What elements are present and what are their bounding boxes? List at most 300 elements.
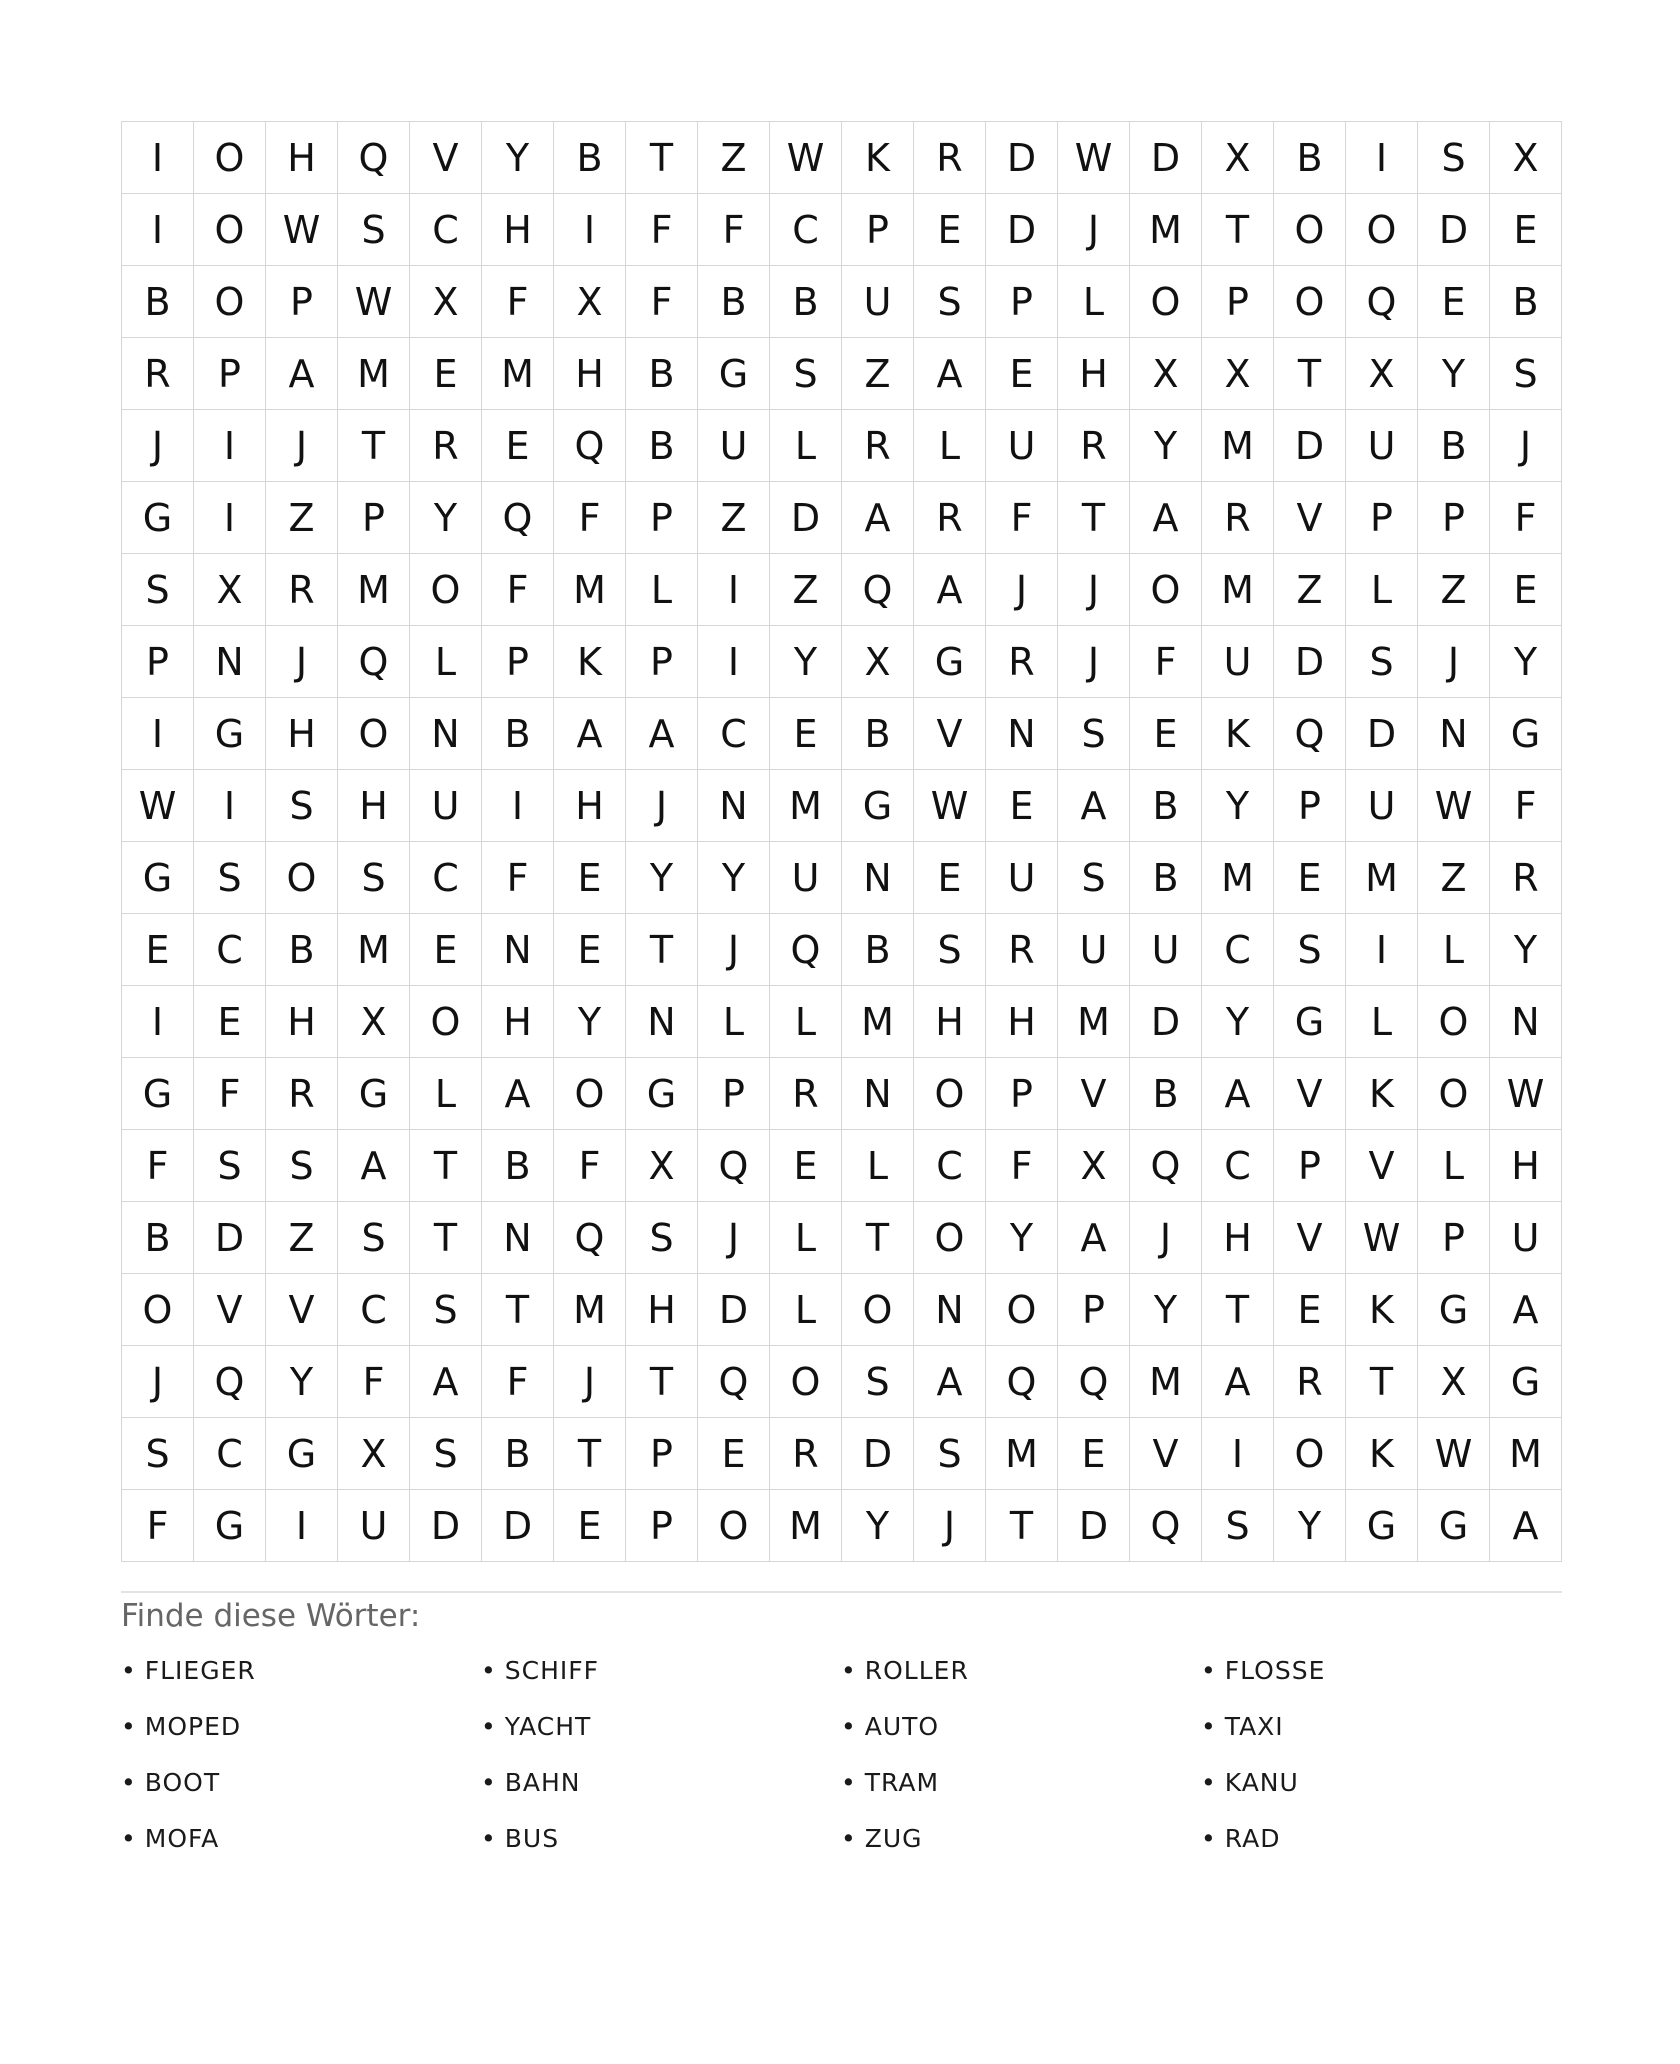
grid-cell[interactable]: M bbox=[554, 1274, 626, 1346]
grid-cell[interactable]: H bbox=[338, 770, 410, 842]
grid-cell[interactable]: F bbox=[122, 1130, 194, 1202]
grid-cell[interactable]: E bbox=[410, 338, 482, 410]
grid-cell[interactable]: Z bbox=[1418, 842, 1490, 914]
grid-cell[interactable]: U bbox=[338, 1490, 410, 1562]
grid-cell[interactable]: Y bbox=[1202, 986, 1274, 1058]
grid-cell[interactable]: E bbox=[770, 698, 842, 770]
grid-cell[interactable]: E bbox=[554, 842, 626, 914]
grid-cell[interactable]: F bbox=[338, 1346, 410, 1418]
grid-cell[interactable]: L bbox=[1418, 914, 1490, 986]
grid-cell[interactable]: A bbox=[1202, 1346, 1274, 1418]
grid-cell[interactable]: K bbox=[842, 122, 914, 194]
grid-cell[interactable]: S bbox=[914, 266, 986, 338]
grid-cell[interactable]: O bbox=[914, 1058, 986, 1130]
grid-cell[interactable]: S bbox=[1202, 1490, 1274, 1562]
grid-cell[interactable]: U bbox=[698, 410, 770, 482]
grid-cell[interactable]: H bbox=[914, 986, 986, 1058]
grid-cell[interactable]: T bbox=[626, 122, 698, 194]
grid-cell[interactable]: N bbox=[482, 914, 554, 986]
grid-cell[interactable]: N bbox=[410, 698, 482, 770]
grid-cell[interactable]: O bbox=[1130, 266, 1202, 338]
grid-cell[interactable]: C bbox=[914, 1130, 986, 1202]
grid-cell[interactable]: R bbox=[914, 482, 986, 554]
grid-cell[interactable]: F bbox=[1130, 626, 1202, 698]
grid-cell[interactable]: B bbox=[626, 338, 698, 410]
grid-cell[interactable]: F bbox=[482, 1346, 554, 1418]
grid-cell[interactable]: L bbox=[842, 1130, 914, 1202]
grid-cell[interactable]: E bbox=[914, 842, 986, 914]
grid-cell[interactable]: H bbox=[1058, 338, 1130, 410]
grid-cell[interactable]: B bbox=[482, 1130, 554, 1202]
grid-cell[interactable]: G bbox=[122, 1058, 194, 1130]
grid-cell[interactable]: I bbox=[122, 986, 194, 1058]
grid-cell[interactable]: M bbox=[554, 554, 626, 626]
grid-cell[interactable]: B bbox=[1418, 410, 1490, 482]
grid-cell[interactable]: P bbox=[626, 626, 698, 698]
grid-cell[interactable]: T bbox=[626, 1346, 698, 1418]
grid-cell[interactable]: Y bbox=[1490, 914, 1562, 986]
grid-cell[interactable]: H bbox=[986, 986, 1058, 1058]
grid-cell[interactable]: G bbox=[698, 338, 770, 410]
grid-cell[interactable]: L bbox=[698, 986, 770, 1058]
grid-cell[interactable]: S bbox=[1058, 698, 1130, 770]
grid-cell[interactable]: D bbox=[1130, 986, 1202, 1058]
grid-cell[interactable]: M bbox=[842, 986, 914, 1058]
grid-cell[interactable]: E bbox=[986, 338, 1058, 410]
grid-cell[interactable]: P bbox=[1202, 266, 1274, 338]
grid-cell[interactable]: B bbox=[1274, 122, 1346, 194]
grid-cell[interactable]: X bbox=[1058, 1130, 1130, 1202]
grid-cell[interactable]: Z bbox=[842, 338, 914, 410]
grid-cell[interactable]: V bbox=[1058, 1058, 1130, 1130]
grid-cell[interactable]: L bbox=[1346, 554, 1418, 626]
grid-cell[interactable]: A bbox=[554, 698, 626, 770]
grid-cell[interactable]: T bbox=[410, 1202, 482, 1274]
grid-cell[interactable]: H bbox=[266, 986, 338, 1058]
grid-cell[interactable]: P bbox=[482, 626, 554, 698]
grid-cell[interactable]: F bbox=[626, 266, 698, 338]
grid-cell[interactable]: U bbox=[1346, 410, 1418, 482]
grid-cell[interactable]: O bbox=[1418, 986, 1490, 1058]
grid-cell[interactable]: R bbox=[266, 554, 338, 626]
grid-cell[interactable]: D bbox=[194, 1202, 266, 1274]
grid-cell[interactable]: P bbox=[1274, 770, 1346, 842]
grid-cell[interactable]: E bbox=[1274, 842, 1346, 914]
grid-cell[interactable]: V bbox=[1274, 1058, 1346, 1130]
grid-cell[interactable]: G bbox=[1490, 1346, 1562, 1418]
grid-cell[interactable]: O bbox=[1274, 194, 1346, 266]
grid-cell[interactable]: P bbox=[626, 1490, 698, 1562]
grid-cell[interactable]: H bbox=[626, 1274, 698, 1346]
grid-cell[interactable]: O bbox=[770, 1346, 842, 1418]
grid-cell[interactable]: M bbox=[770, 1490, 842, 1562]
grid-cell[interactable]: L bbox=[1346, 986, 1418, 1058]
grid-cell[interactable]: E bbox=[914, 194, 986, 266]
grid-cell[interactable]: J bbox=[122, 1346, 194, 1418]
grid-cell[interactable]: S bbox=[122, 1418, 194, 1490]
grid-cell[interactable]: B bbox=[1490, 266, 1562, 338]
grid-cell[interactable]: L bbox=[770, 410, 842, 482]
grid-cell[interactable]: O bbox=[1346, 194, 1418, 266]
grid-cell[interactable]: G bbox=[1274, 986, 1346, 1058]
grid-cell[interactable]: T bbox=[986, 1490, 1058, 1562]
grid-cell[interactable]: K bbox=[554, 626, 626, 698]
grid-cell[interactable]: G bbox=[194, 1490, 266, 1562]
grid-cell[interactable]: Q bbox=[770, 914, 842, 986]
grid-cell[interactable]: B bbox=[770, 266, 842, 338]
grid-cell[interactable]: N bbox=[194, 626, 266, 698]
grid-cell[interactable]: F bbox=[482, 554, 554, 626]
grid-cell[interactable]: O bbox=[122, 1274, 194, 1346]
grid-cell[interactable]: U bbox=[1130, 914, 1202, 986]
grid-cell[interactable]: I bbox=[266, 1490, 338, 1562]
grid-cell[interactable]: I bbox=[1202, 1418, 1274, 1490]
grid-cell[interactable]: X bbox=[626, 1130, 698, 1202]
grid-cell[interactable]: J bbox=[698, 1202, 770, 1274]
grid-cell[interactable]: V bbox=[1346, 1130, 1418, 1202]
grid-cell[interactable]: R bbox=[410, 410, 482, 482]
grid-cell[interactable]: G bbox=[194, 698, 266, 770]
grid-cell[interactable]: I bbox=[1346, 122, 1418, 194]
grid-cell[interactable]: M bbox=[1202, 554, 1274, 626]
grid-cell[interactable]: A bbox=[914, 1346, 986, 1418]
grid-cell[interactable]: N bbox=[1490, 986, 1562, 1058]
grid-cell[interactable]: G bbox=[842, 770, 914, 842]
grid-cell[interactable]: T bbox=[1202, 194, 1274, 266]
grid-cell[interactable]: W bbox=[1346, 1202, 1418, 1274]
grid-cell[interactable]: D bbox=[1346, 698, 1418, 770]
grid-cell[interactable]: J bbox=[266, 626, 338, 698]
grid-cell[interactable]: U bbox=[986, 842, 1058, 914]
grid-cell[interactable]: M bbox=[338, 338, 410, 410]
grid-cell[interactable]: X bbox=[1130, 338, 1202, 410]
grid-cell[interactable]: Q bbox=[698, 1130, 770, 1202]
grid-cell[interactable]: I bbox=[122, 194, 194, 266]
grid-cell[interactable]: A bbox=[842, 482, 914, 554]
grid-cell[interactable]: M bbox=[338, 914, 410, 986]
grid-cell[interactable]: Y bbox=[1130, 410, 1202, 482]
grid-cell[interactable]: C bbox=[410, 842, 482, 914]
grid-cell[interactable]: F bbox=[986, 482, 1058, 554]
grid-cell[interactable]: Z bbox=[770, 554, 842, 626]
grid-cell[interactable]: T bbox=[554, 1418, 626, 1490]
grid-cell[interactable]: A bbox=[1058, 770, 1130, 842]
grid-cell[interactable]: J bbox=[1490, 410, 1562, 482]
grid-cell[interactable]: V bbox=[914, 698, 986, 770]
grid-cell[interactable]: N bbox=[914, 1274, 986, 1346]
grid-cell[interactable]: T bbox=[1202, 1274, 1274, 1346]
grid-cell[interactable]: S bbox=[410, 1274, 482, 1346]
grid-cell[interactable]: V bbox=[266, 1274, 338, 1346]
grid-cell[interactable]: N bbox=[1418, 698, 1490, 770]
grid-cell[interactable]: O bbox=[842, 1274, 914, 1346]
grid-cell[interactable]: B bbox=[626, 410, 698, 482]
grid-cell[interactable]: B bbox=[842, 698, 914, 770]
grid-cell[interactable]: L bbox=[1058, 266, 1130, 338]
grid-cell[interactable]: J bbox=[1418, 626, 1490, 698]
grid-cell[interactable]: Q bbox=[338, 626, 410, 698]
grid-cell[interactable]: Y bbox=[770, 626, 842, 698]
grid-cell[interactable]: E bbox=[986, 770, 1058, 842]
grid-cell[interactable]: H bbox=[482, 986, 554, 1058]
grid-cell[interactable]: I bbox=[698, 626, 770, 698]
grid-cell[interactable]: S bbox=[338, 1202, 410, 1274]
grid-cell[interactable]: P bbox=[1418, 482, 1490, 554]
grid-cell[interactable]: L bbox=[914, 410, 986, 482]
grid-cell[interactable]: O bbox=[410, 986, 482, 1058]
grid-cell[interactable]: T bbox=[1346, 1346, 1418, 1418]
grid-cell[interactable]: C bbox=[698, 698, 770, 770]
grid-cell[interactable]: I bbox=[554, 194, 626, 266]
grid-cell[interactable]: F bbox=[554, 1130, 626, 1202]
grid-cell[interactable]: G bbox=[1490, 698, 1562, 770]
grid-cell[interactable]: W bbox=[338, 266, 410, 338]
grid-cell[interactable]: N bbox=[842, 1058, 914, 1130]
grid-cell[interactable]: P bbox=[122, 626, 194, 698]
grid-cell[interactable]: P bbox=[626, 1418, 698, 1490]
grid-cell[interactable]: J bbox=[914, 1490, 986, 1562]
grid-cell[interactable]: Q bbox=[986, 1346, 1058, 1418]
grid-cell[interactable]: Z bbox=[1418, 554, 1490, 626]
grid-cell[interactable]: S bbox=[1418, 122, 1490, 194]
grid-cell[interactable]: H bbox=[482, 194, 554, 266]
grid-cell[interactable]: W bbox=[770, 122, 842, 194]
grid-cell[interactable]: O bbox=[1130, 554, 1202, 626]
grid-cell[interactable]: E bbox=[482, 410, 554, 482]
grid-cell[interactable]: K bbox=[1346, 1058, 1418, 1130]
grid-cell[interactable]: Y bbox=[842, 1490, 914, 1562]
grid-cell[interactable]: S bbox=[338, 842, 410, 914]
grid-cell[interactable]: T bbox=[626, 914, 698, 986]
grid-cell[interactable]: S bbox=[194, 842, 266, 914]
grid-cell[interactable]: W bbox=[914, 770, 986, 842]
grid-cell[interactable]: J bbox=[986, 554, 1058, 626]
grid-cell[interactable]: Q bbox=[1274, 698, 1346, 770]
grid-cell[interactable]: M bbox=[1202, 410, 1274, 482]
grid-cell[interactable]: B bbox=[698, 266, 770, 338]
grid-cell[interactable]: M bbox=[338, 554, 410, 626]
grid-cell[interactable]: O bbox=[266, 842, 338, 914]
grid-cell[interactable]: Y bbox=[1274, 1490, 1346, 1562]
grid-cell[interactable]: L bbox=[626, 554, 698, 626]
grid-cell[interactable]: O bbox=[1418, 1058, 1490, 1130]
grid-cell[interactable]: X bbox=[1202, 122, 1274, 194]
grid-cell[interactable]: D bbox=[1274, 626, 1346, 698]
grid-cell[interactable]: A bbox=[1130, 482, 1202, 554]
grid-cell[interactable]: A bbox=[914, 338, 986, 410]
grid-cell[interactable]: Z bbox=[698, 122, 770, 194]
grid-cell[interactable]: Q bbox=[698, 1346, 770, 1418]
grid-cell[interactable]: R bbox=[770, 1058, 842, 1130]
grid-cell[interactable]: W bbox=[1490, 1058, 1562, 1130]
grid-cell[interactable]: E bbox=[1130, 698, 1202, 770]
grid-cell[interactable]: Y bbox=[986, 1202, 1058, 1274]
grid-cell[interactable]: U bbox=[410, 770, 482, 842]
grid-cell[interactable]: F bbox=[482, 266, 554, 338]
grid-cell[interactable]: C bbox=[770, 194, 842, 266]
grid-cell[interactable]: C bbox=[194, 914, 266, 986]
grid-cell[interactable]: V bbox=[194, 1274, 266, 1346]
grid-cell[interactable]: R bbox=[986, 914, 1058, 986]
grid-cell[interactable]: Q bbox=[1130, 1490, 1202, 1562]
grid-cell[interactable]: E bbox=[1058, 1418, 1130, 1490]
grid-cell[interactable]: E bbox=[1274, 1274, 1346, 1346]
grid-cell[interactable]: Y bbox=[1418, 338, 1490, 410]
grid-cell[interactable]: E bbox=[1490, 194, 1562, 266]
grid-cell[interactable]: B bbox=[554, 122, 626, 194]
grid-cell[interactable]: C bbox=[338, 1274, 410, 1346]
grid-cell[interactable]: D bbox=[1130, 122, 1202, 194]
grid-cell[interactable]: X bbox=[1202, 338, 1274, 410]
grid-cell[interactable]: Y bbox=[554, 986, 626, 1058]
grid-cell[interactable]: Y bbox=[410, 482, 482, 554]
grid-cell[interactable]: P bbox=[1058, 1274, 1130, 1346]
grid-cell[interactable]: O bbox=[914, 1202, 986, 1274]
grid-cell[interactable]: M bbox=[1346, 842, 1418, 914]
grid-cell[interactable]: A bbox=[338, 1130, 410, 1202]
grid-cell[interactable]: M bbox=[1490, 1418, 1562, 1490]
grid-cell[interactable]: L bbox=[410, 626, 482, 698]
grid-cell[interactable]: X bbox=[194, 554, 266, 626]
grid-cell[interactable]: T bbox=[1274, 338, 1346, 410]
grid-cell[interactable]: D bbox=[842, 1418, 914, 1490]
grid-cell[interactable]: U bbox=[1202, 626, 1274, 698]
grid-cell[interactable]: U bbox=[842, 266, 914, 338]
grid-cell[interactable]: B bbox=[122, 1202, 194, 1274]
grid-cell[interactable]: G bbox=[122, 482, 194, 554]
grid-cell[interactable]: T bbox=[410, 1130, 482, 1202]
grid-cell[interactable]: S bbox=[410, 1418, 482, 1490]
grid-cell[interactable]: N bbox=[626, 986, 698, 1058]
grid-cell[interactable]: W bbox=[266, 194, 338, 266]
grid-cell[interactable]: E bbox=[122, 914, 194, 986]
grid-cell[interactable]: S bbox=[626, 1202, 698, 1274]
grid-cell[interactable]: O bbox=[554, 1058, 626, 1130]
grid-cell[interactable]: R bbox=[1058, 410, 1130, 482]
grid-cell[interactable]: P bbox=[266, 266, 338, 338]
grid-cell[interactable]: N bbox=[698, 770, 770, 842]
grid-cell[interactable]: S bbox=[338, 194, 410, 266]
grid-cell[interactable]: O bbox=[338, 698, 410, 770]
grid-cell[interactable]: K bbox=[1346, 1418, 1418, 1490]
grid-cell[interactable]: F bbox=[626, 194, 698, 266]
grid-cell[interactable]: G bbox=[338, 1058, 410, 1130]
grid-cell[interactable]: Y bbox=[698, 842, 770, 914]
grid-cell[interactable]: M bbox=[1202, 842, 1274, 914]
grid-cell[interactable]: E bbox=[698, 1418, 770, 1490]
grid-cell[interactable]: N bbox=[842, 842, 914, 914]
grid-cell[interactable]: E bbox=[1490, 554, 1562, 626]
grid-cell[interactable]: Y bbox=[1202, 770, 1274, 842]
grid-cell[interactable]: Q bbox=[842, 554, 914, 626]
grid-cell[interactable]: T bbox=[842, 1202, 914, 1274]
grid-cell[interactable]: J bbox=[1130, 1202, 1202, 1274]
grid-cell[interactable]: P bbox=[1418, 1202, 1490, 1274]
grid-cell[interactable]: H bbox=[1490, 1130, 1562, 1202]
grid-cell[interactable]: E bbox=[410, 914, 482, 986]
grid-cell[interactable]: J bbox=[626, 770, 698, 842]
grid-cell[interactable]: Q bbox=[482, 482, 554, 554]
grid-cell[interactable]: D bbox=[1418, 194, 1490, 266]
grid-cell[interactable]: N bbox=[986, 698, 1058, 770]
grid-cell[interactable]: R bbox=[986, 626, 1058, 698]
grid-cell[interactable]: W bbox=[1058, 122, 1130, 194]
grid-cell[interactable]: R bbox=[266, 1058, 338, 1130]
grid-cell[interactable]: U bbox=[1490, 1202, 1562, 1274]
grid-cell[interactable]: E bbox=[1418, 266, 1490, 338]
grid-cell[interactable]: M bbox=[1130, 1346, 1202, 1418]
grid-cell[interactable]: S bbox=[1346, 626, 1418, 698]
grid-cell[interactable]: M bbox=[1130, 194, 1202, 266]
grid-cell[interactable]: G bbox=[266, 1418, 338, 1490]
grid-cell[interactable]: P bbox=[338, 482, 410, 554]
grid-cell[interactable]: C bbox=[1202, 1130, 1274, 1202]
grid-cell[interactable]: O bbox=[410, 554, 482, 626]
grid-cell[interactable]: I bbox=[122, 122, 194, 194]
grid-cell[interactable]: I bbox=[698, 554, 770, 626]
grid-cell[interactable]: I bbox=[122, 698, 194, 770]
grid-cell[interactable]: B bbox=[266, 914, 338, 986]
grid-cell[interactable]: G bbox=[626, 1058, 698, 1130]
grid-cell[interactable]: R bbox=[842, 410, 914, 482]
grid-cell[interactable]: T bbox=[338, 410, 410, 482]
grid-cell[interactable]: R bbox=[1490, 842, 1562, 914]
grid-cell[interactable]: A bbox=[266, 338, 338, 410]
grid-cell[interactable]: Q bbox=[1058, 1346, 1130, 1418]
grid-cell[interactable]: Q bbox=[338, 122, 410, 194]
grid-cell[interactable]: E bbox=[770, 1130, 842, 1202]
grid-cell[interactable]: K bbox=[1202, 698, 1274, 770]
grid-cell[interactable]: Y bbox=[266, 1346, 338, 1418]
grid-cell[interactable]: V bbox=[1274, 1202, 1346, 1274]
grid-cell[interactable]: S bbox=[122, 554, 194, 626]
grid-cell[interactable]: S bbox=[266, 1130, 338, 1202]
grid-cell[interactable]: M bbox=[986, 1418, 1058, 1490]
grid-cell[interactable]: P bbox=[626, 482, 698, 554]
grid-cell[interactable]: D bbox=[698, 1274, 770, 1346]
grid-cell[interactable]: P bbox=[986, 1058, 1058, 1130]
grid-cell[interactable]: I bbox=[194, 410, 266, 482]
grid-cell[interactable]: M bbox=[1058, 986, 1130, 1058]
grid-cell[interactable]: P bbox=[986, 266, 1058, 338]
grid-cell[interactable]: I bbox=[1346, 914, 1418, 986]
grid-cell[interactable]: C bbox=[1202, 914, 1274, 986]
grid-cell[interactable]: Z bbox=[266, 482, 338, 554]
grid-cell[interactable]: G bbox=[914, 626, 986, 698]
grid-cell[interactable]: U bbox=[986, 410, 1058, 482]
grid-cell[interactable]: L bbox=[410, 1058, 482, 1130]
grid-cell[interactable]: Q bbox=[1130, 1130, 1202, 1202]
grid-cell[interactable]: H bbox=[554, 338, 626, 410]
grid-cell[interactable]: O bbox=[1274, 266, 1346, 338]
grid-cell[interactable]: A bbox=[410, 1346, 482, 1418]
grid-cell[interactable]: X bbox=[842, 626, 914, 698]
grid-cell[interactable]: R bbox=[122, 338, 194, 410]
grid-cell[interactable]: S bbox=[842, 1346, 914, 1418]
grid-cell[interactable]: Z bbox=[1274, 554, 1346, 626]
grid-cell[interactable]: G bbox=[1418, 1274, 1490, 1346]
grid-cell[interactable]: O bbox=[194, 194, 266, 266]
grid-cell[interactable]: J bbox=[1058, 194, 1130, 266]
grid-cell[interactable]: W bbox=[1418, 1418, 1490, 1490]
grid-cell[interactable]: Z bbox=[266, 1202, 338, 1274]
grid-cell[interactable]: I bbox=[194, 770, 266, 842]
grid-cell[interactable]: P bbox=[1346, 482, 1418, 554]
grid-cell[interactable]: B bbox=[482, 698, 554, 770]
grid-cell[interactable]: U bbox=[1346, 770, 1418, 842]
grid-cell[interactable]: A bbox=[1490, 1490, 1562, 1562]
grid-cell[interactable]: A bbox=[482, 1058, 554, 1130]
